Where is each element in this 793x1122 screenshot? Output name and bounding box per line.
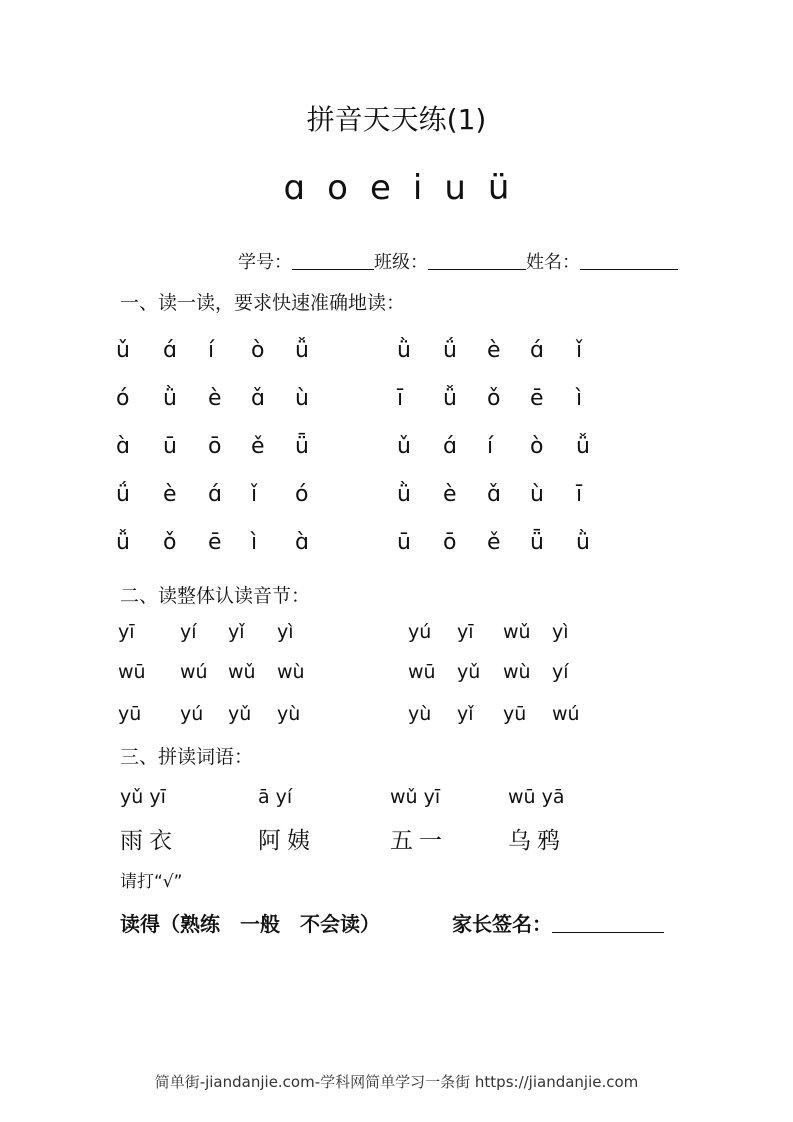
- vowel: o: [327, 168, 348, 208]
- parent-sign: [452, 908, 664, 937]
- section2-heading: 二、读整体认读音节：: [120, 585, 311, 607]
- pinyin-syllable: è: [443, 482, 457, 507]
- pinyin-syllable: ì: [251, 530, 258, 555]
- pinyin-syllable: ó: [295, 482, 309, 507]
- pinyin-syllable: ǜ: [397, 338, 411, 363]
- recognition-syllable: yī: [118, 621, 135, 643]
- recognition-syllable: wú: [552, 703, 580, 725]
- vowel: ɑ: [283, 168, 306, 208]
- recognition-syllable: yǔ: [228, 703, 252, 725]
- parent-sign-field[interactable]: [552, 912, 664, 933]
- word-pinyin: ā yí: [258, 786, 293, 808]
- name-field[interactable]: [580, 251, 678, 270]
- pinyin-syllable: ɑ́: [208, 482, 222, 507]
- pinyin-syllable: ō: [443, 530, 457, 555]
- pinyin-syllable: ɑ̀: [295, 530, 309, 555]
- pinyin-syllable: ǒ: [163, 530, 177, 555]
- word-hanzi: 阿姨: [258, 828, 316, 854]
- section1-heading: 一、读一读，要求快速准确地读：: [120, 292, 406, 314]
- rating-text: 读得（熟练 一般 不会读）: [120, 912, 380, 936]
- pinyin-syllable: ɑ́: [163, 338, 177, 363]
- pinyin-syllable: í: [208, 338, 215, 363]
- vowel: e: [369, 168, 391, 208]
- student-no-label: 学号：: [238, 252, 292, 273]
- pinyin-syllable: ǚ: [295, 338, 309, 363]
- pinyin-syllable: ě: [251, 434, 265, 459]
- recognition-syllable: yí: [552, 661, 569, 683]
- recognition-syllable: wū: [118, 661, 146, 683]
- pinyin-syllable: ù: [295, 386, 309, 411]
- pinyin-syllable: ù: [530, 482, 544, 507]
- recognition-syllable: yū: [503, 703, 527, 725]
- recognition-syllable: yǔ: [457, 661, 481, 683]
- recognition-syllable: wǔ: [228, 661, 256, 683]
- pinyin-syllable: ǘ: [443, 338, 457, 363]
- pinyin-syllable: ǖ: [530, 530, 544, 555]
- pinyin-syllable: ī: [397, 386, 404, 411]
- pinyin-syllable: ò: [530, 434, 544, 459]
- word-hanzi: 乌鸦: [508, 828, 566, 854]
- recognition-syllable: yǐ: [228, 621, 245, 643]
- pinyin-syllable: ě: [487, 530, 501, 555]
- vowel: ü: [487, 168, 510, 208]
- pinyin-syllable: ǚ: [116, 530, 130, 555]
- pinyin-syllable: ɑ́: [530, 338, 544, 363]
- vowel: i: [412, 168, 423, 208]
- pinyin-syllable: ǐ: [576, 338, 583, 363]
- student-info: [238, 248, 678, 274]
- recognition-syllable: yì: [552, 621, 569, 643]
- pinyin-syllable: ì: [576, 386, 583, 411]
- recognition-syllable: yú: [180, 703, 204, 725]
- recognition-syllable: yù: [277, 703, 301, 725]
- pinyin-syllable: ǔ: [116, 338, 130, 363]
- recognition-syllable: yù: [408, 703, 432, 725]
- pinyin-syllable: ɑ̀: [116, 434, 130, 459]
- pinyin-syllable: ǚ: [576, 434, 590, 459]
- recognition-syllable: yú: [408, 621, 432, 643]
- word-hanzi: 雨衣: [120, 828, 178, 854]
- pinyin-syllable: ǔ: [397, 434, 411, 459]
- section3-heading: 三、拼读词语：: [120, 746, 254, 768]
- vowel: u: [444, 168, 466, 208]
- pinyin-syllable: ǘ: [116, 482, 130, 507]
- pinyin-syllable: è: [208, 386, 222, 411]
- recognition-syllable: wù: [277, 661, 305, 683]
- pinyin-syllable: ō: [208, 434, 222, 459]
- pinyin-syllable: ǜ: [397, 482, 411, 507]
- word-pinyin: wǔ yī: [390, 786, 441, 808]
- student-no-field[interactable]: [292, 251, 374, 270]
- page-title: 拼音天天练(1): [306, 103, 487, 136]
- recognition-syllable: wù: [503, 661, 531, 683]
- pinyin-syllable: ē: [530, 386, 544, 411]
- pinyin-syllable: ū: [397, 530, 411, 555]
- recognition-syllable: yǐ: [457, 703, 474, 725]
- vowel-list: [0, 168, 793, 208]
- pinyin-syllable: ǖ: [295, 434, 309, 459]
- pinyin-syllable: ǜ: [163, 386, 177, 411]
- pinyin-syllable: è: [163, 482, 177, 507]
- pinyin-syllable: ɑ́: [443, 434, 457, 459]
- class-label: 班级：: [374, 252, 428, 273]
- name-label: 姓名：: [526, 252, 580, 273]
- recognition-syllable: wū: [408, 661, 436, 683]
- word-pinyin: yǔ yī: [120, 786, 166, 808]
- pinyin-syllable: ó: [116, 386, 130, 411]
- pinyin-syllable: ū: [163, 434, 177, 459]
- recognition-syllable: yī: [457, 621, 474, 643]
- recognition-syllable: wǔ: [503, 621, 531, 643]
- pinyin-syllable: ǚ: [443, 386, 457, 411]
- word-hanzi: 五一: [390, 828, 448, 854]
- word-pinyin: wū yā: [508, 786, 565, 808]
- pinyin-syllable: ǐ: [251, 482, 258, 507]
- pinyin-syllable: è: [487, 338, 501, 363]
- pinyin-syllable: ò: [251, 338, 265, 363]
- recognition-syllable: yí: [180, 621, 197, 643]
- check-note: 请打“√”: [120, 872, 183, 892]
- pinyin-syllable: í: [487, 434, 494, 459]
- pinyin-syllable: ɑ̌: [251, 386, 265, 411]
- recognition-syllable: yì: [277, 621, 294, 643]
- parent-sign-label: 家长签名：: [452, 912, 552, 936]
- pinyin-syllable: ɑ̌: [487, 482, 501, 507]
- pinyin-syllable: ǜ: [576, 530, 590, 555]
- pinyin-syllable: ē: [208, 530, 222, 555]
- recognition-syllable: wú: [180, 661, 208, 683]
- footer: 简单街-jiandanjie.com-学科网简单学习一条街 https://jiandanjie.com: [154, 1073, 639, 1091]
- pinyin-syllable: ǒ: [487, 386, 501, 411]
- recognition-syllable: yū: [118, 703, 142, 725]
- class-field[interactable]: [428, 251, 526, 270]
- pinyin-syllable: ī: [576, 482, 583, 507]
